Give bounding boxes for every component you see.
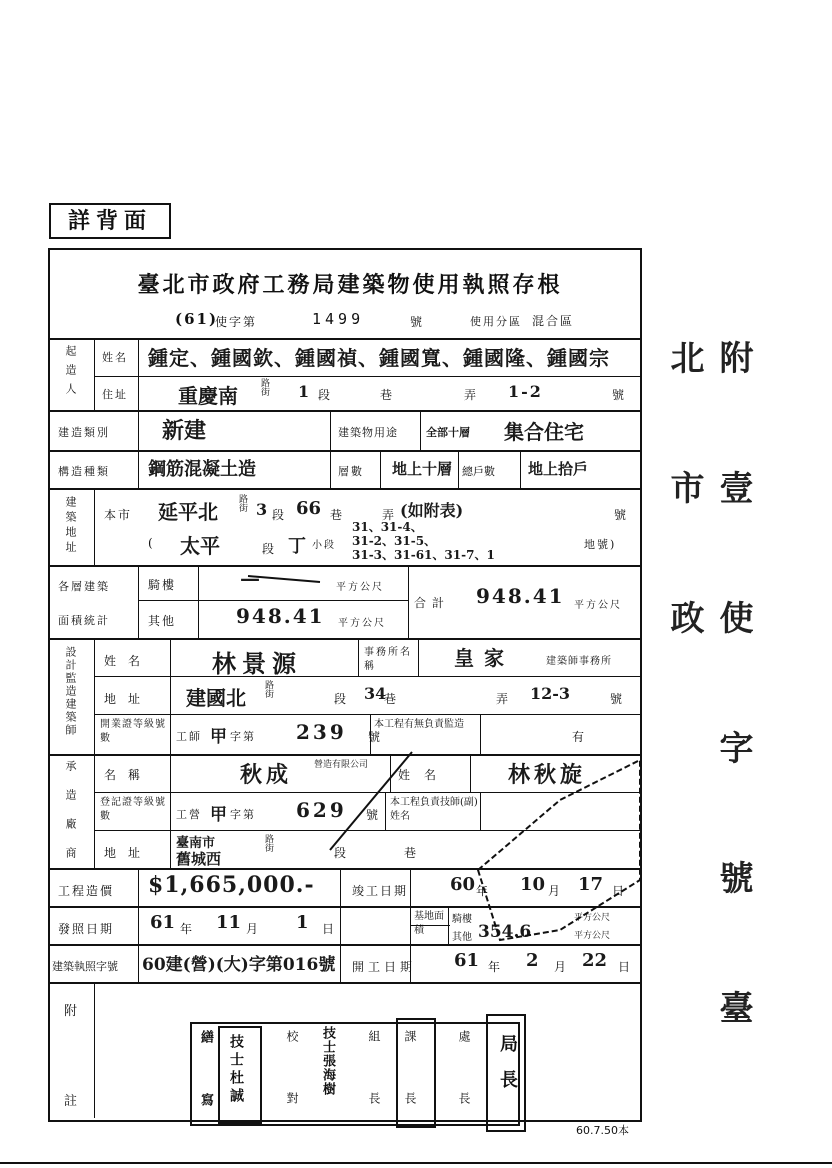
applicant-section-label: 起造人 [64,345,77,402]
strike-line [330,752,412,850]
adjacent-page-text: 附 壹 使 字 號 臺 北 市 政 [664,340,753,1052]
remarks-label-top: 附 [64,1004,80,1019]
nian: 年 [180,922,195,936]
approval-stamp: 技士張海樹 [320,1026,335,1096]
nong: 弄 [464,388,479,402]
finish-year: 60 [450,874,476,895]
permit-number: 1499 [312,310,365,328]
contractor-section-label: 承造廠商 [64,760,77,876]
engineer-label: 本工程負責技師(副)姓名 [390,797,478,822]
contractor-addr-road: 舊城西 [176,850,222,868]
hao: 號 [366,808,381,822]
permit-word: 使字第 [215,315,258,329]
approval-stamp: 繕寫 [198,1030,213,1156]
print-code: 60.7.50本 [576,1124,629,1137]
cost-label: 工程造價 [58,884,115,898]
nong: 弄 [496,692,511,706]
approval-stamp: 局長 [497,1034,518,1106]
reg-grade: 甲 [210,805,227,825]
issue-label: 發照日期 [58,922,115,936]
duan: 段 [272,508,287,522]
area-unit: 平方公尺 [574,600,622,611]
site-subsection-mark: 丁 [288,536,306,557]
land-number: 地號) [584,538,617,551]
applicant-name-label: 姓名 [102,351,128,364]
units-label: 總戶數 [462,465,495,478]
contractor-name-suffix: 營造有限公司 [314,760,369,770]
site-district: 太平 [180,534,220,558]
finish-month: 10 [520,874,546,895]
start-day: 22 [582,950,608,971]
xiang: 巷 [384,692,399,706]
person-label: 姓名 [398,768,451,782]
start-label: 開工日期 [352,960,417,974]
floors-label: 層數 [338,465,364,478]
roadjie: 路街 [237,494,247,512]
applicant-addr-label: 住址 [102,388,128,401]
zone-label: 使用分區 [470,315,522,328]
reg-word: 字第 [230,730,256,743]
start-year: 61 [454,950,480,971]
structure-value: 鋼筋混凝土造 [148,459,256,480]
site-lots-3: 31-3、31-61、31-7、1 [352,548,495,562]
paren: ( [148,536,155,550]
xiang: 巷 [380,388,395,402]
building-use-label: 建築物用途 [338,426,398,439]
approval-stamp: 組長 [367,1030,381,1154]
roadjie: 路街 [259,378,269,396]
hao: 號 [610,692,625,706]
zone-value: 混合區 [532,314,575,328]
license-label: 建築執照字號 [52,960,118,973]
supervise-value: 有 [572,730,587,744]
base-arcade-label: 騎樓 [452,914,472,925]
ri: 日 [618,960,633,974]
reg-prefix: 工營 [176,808,202,821]
start-month: 2 [526,950,539,971]
architect-reg-no: 239 [296,720,347,744]
remarks-label-bottom: 註 [64,1094,80,1109]
site-lane: 66 [296,498,322,519]
site-road: 延平北 [158,500,218,524]
approval-stamp: 校對 [285,1030,299,1154]
nian: 年 [488,960,503,974]
area-unit: 平方公尺 [336,582,384,593]
yue: 月 [554,960,569,974]
issue-day: 1 [296,912,309,933]
base-area-label: 基地面積 [414,911,444,936]
subsection: 小段 [312,540,336,551]
duan: 段 [334,846,349,860]
page-edge [0,1162,832,1164]
xiang: 巷 [330,508,345,522]
building-type-value: 新建 [162,418,207,444]
building-use-value: 集合住宅 [504,420,584,444]
applicant-addr-road: 重慶南 [178,384,238,408]
other-label: 其他 [148,614,177,628]
building-use-floors: 全部十層 [426,426,470,439]
other-value: 948.41 [236,604,325,628]
duan: 段 [334,692,349,706]
reg-prefix: 工師 [176,730,202,743]
approval-stamp: 課長 [403,1030,417,1154]
base-other-label: 其他 [452,932,472,943]
site-note: (如附表) [400,501,464,520]
area-label-2: 面積統計 [58,614,110,627]
building-type-label: 建造類別 [58,426,110,439]
finish-label: 竣工日期 [352,884,409,898]
reg-word: 字第 [230,808,256,821]
site-section-label: 建築地址 [64,496,77,556]
reg-grade: 甲 [210,727,227,747]
license-value: 60建(營)(大)字第016號 [142,955,336,975]
architect-name-value: 林景源 [212,649,302,678]
supervise-label: 本工程有無負責監造 [374,719,464,730]
structure-label: 構造種類 [58,465,110,478]
contractor-person-value: 林秋旋 [508,762,587,788]
back-side-tag: 詳背面 [49,203,171,239]
applicant-names: 鍾定、鍾國欽、鍾國禎、鍾國寬、鍾國隆、鍾國宗 [148,346,610,370]
contractor-name-label: 名稱 [104,768,153,782]
finish-day: 17 [578,874,604,895]
area-unit: 平方公尺 [574,913,611,923]
floors-value: 地上十層 [392,460,453,478]
contractor-name-value: 秋成 [240,762,293,788]
hao: 號 [612,388,627,402]
contractor-addr-city: 臺南市 [176,836,216,851]
form-title: 臺北市政府工務局建築物使用執照存根 [137,272,563,298]
architect-addr-road: 建國北 [186,686,246,710]
roadjie: 路街 [263,834,273,852]
hao: 號 [368,730,383,744]
approval-stamp: 處長 [457,1030,471,1154]
duan: 段 [318,388,333,402]
hao: 號 [614,508,629,522]
roadjie: 路街 [263,680,273,698]
permit-hao: 號 [410,315,425,329]
applicant-addr-no: 1-2 [508,382,543,401]
ri: 日 [612,884,627,898]
contractor-reg-no: 629 [296,798,347,822]
issue-year: 61 [150,912,176,933]
xiang: 巷 [404,846,419,860]
yue: 月 [246,922,261,936]
base-other-value: 354.6 [478,922,532,942]
nian: 年 [476,884,491,898]
site-city: 本市 [104,508,133,522]
arcade-value: — [240,566,260,590]
architect-reg-label: 開業證等級號數 [100,719,166,744]
area-label-1: 各層建築 [58,580,110,593]
architect-addr-label: 地址 [104,692,153,706]
issue-month: 11 [216,912,242,933]
architect-lane: 34 [364,684,387,703]
units-value: 地上拾戶 [528,460,589,478]
contractor-addr-label: 地址 [104,846,153,860]
total-value: 948.41 [476,584,565,608]
architect-name-label: 姓名 [104,654,153,668]
architect-section-label: 設計監造建築師 [64,646,77,737]
cost-value: $1,665,000.- [148,872,315,898]
ri: 日 [322,922,337,936]
strike-line [248,576,320,582]
office-label: 事務所名稱 [364,647,412,672]
yue: 月 [548,884,563,898]
contractor-reg-label: 登記證等級號數 [100,797,166,822]
total-label: 合計 [414,596,451,610]
area-unit: 平方公尺 [574,931,611,941]
arcade-label: 騎樓 [148,578,177,592]
nong: 弄 [382,508,397,522]
duan: 段 [262,542,277,556]
permit-prefix: (61) [175,310,219,328]
architect-no: 12-3 [530,684,571,703]
site-lots-1: 31、31-4、 [352,520,423,534]
office-value: 皇家 [454,646,514,670]
site-duan-no: 3 [256,500,268,519]
approval-stamp: 技士杜誠 [228,1034,244,1106]
office-suffix: 建築師事務所 [546,656,612,667]
area-unit: 平方公尺 [338,618,386,629]
applicant-addr-duan-no: 1 [298,382,310,401]
adjacent-page-stamp [478,760,640,940]
site-lots-2: 31-2、31-5、 [352,534,437,548]
